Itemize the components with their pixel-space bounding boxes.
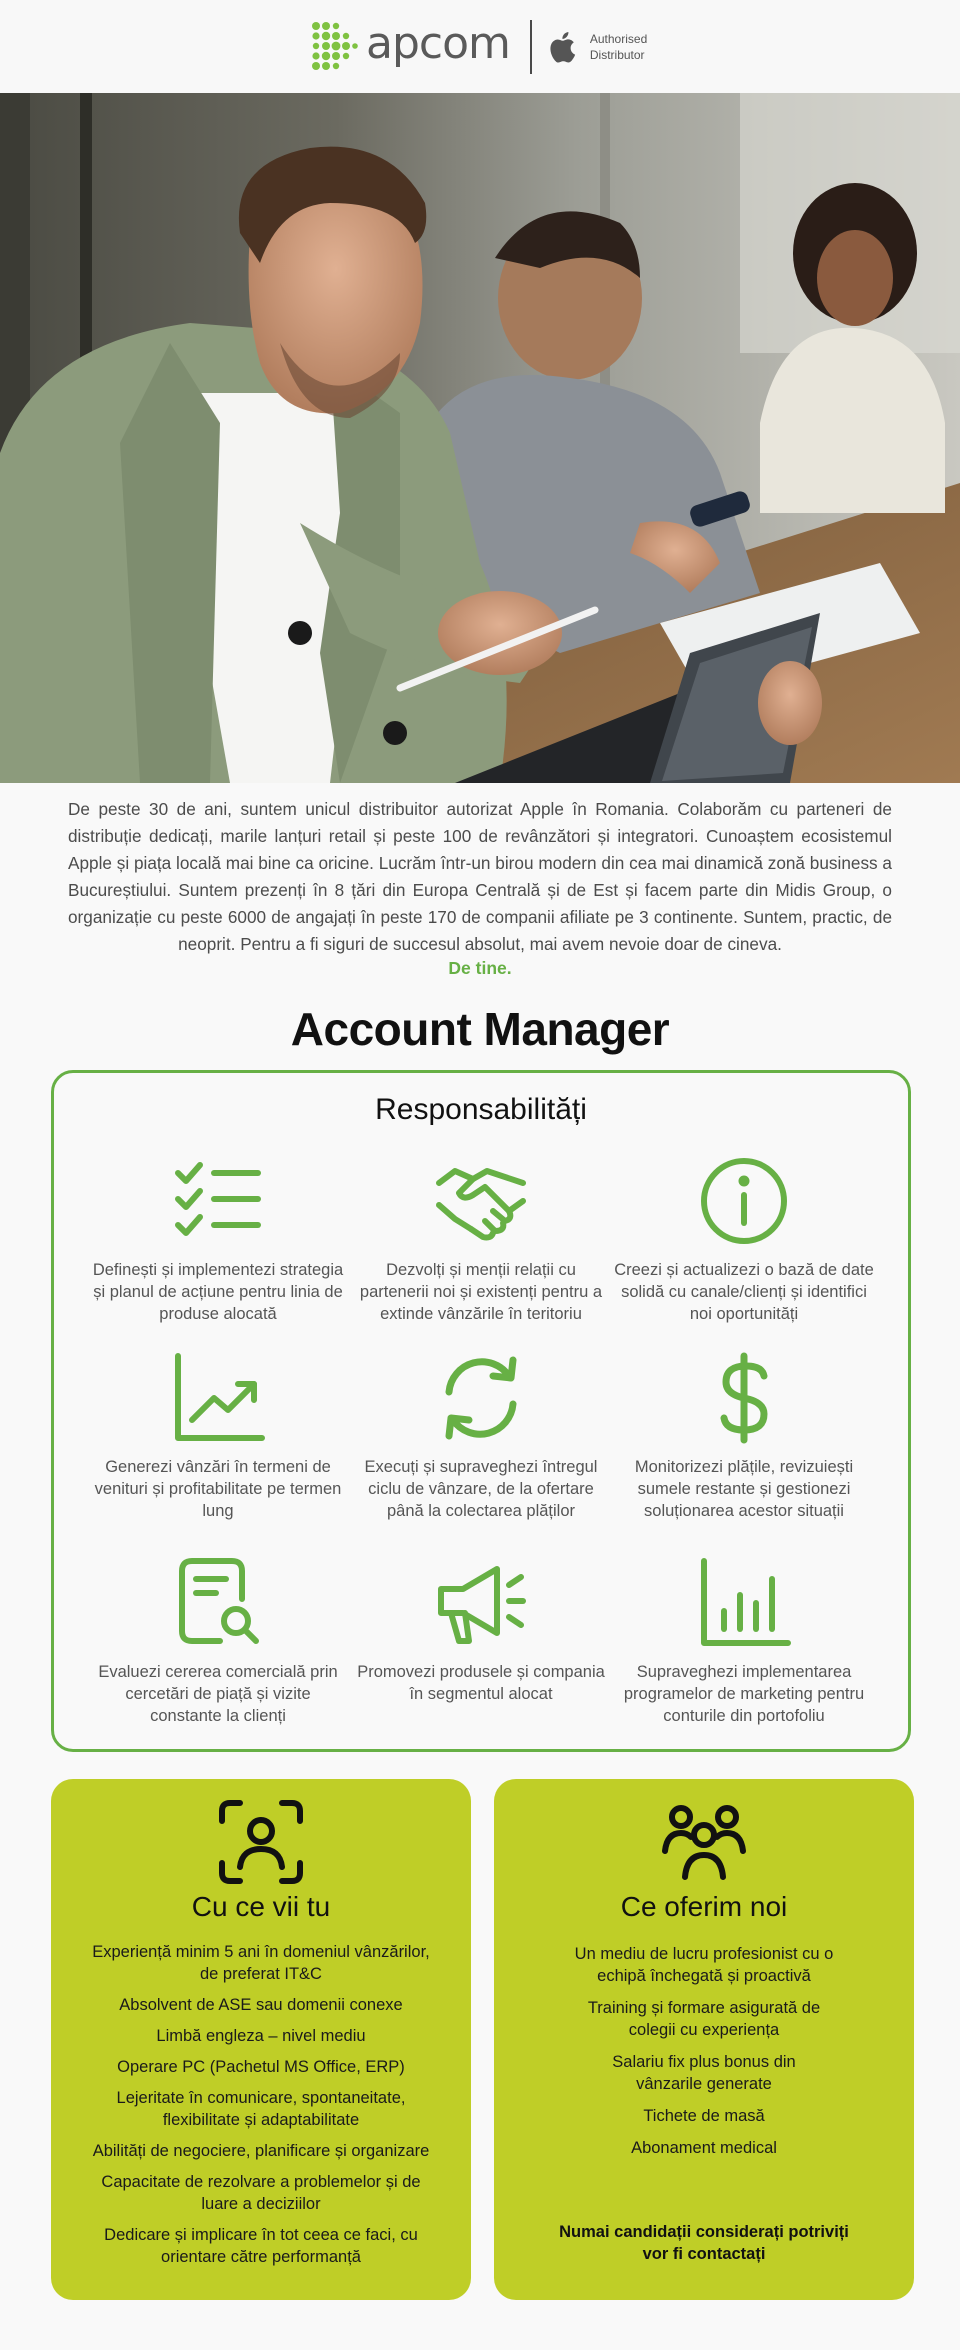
offer-card (494, 1779, 914, 2300)
responsibility-item (88, 1350, 348, 1522)
requirement-item: Operare PC (Pachetul MS Office, ERP) (117, 2058, 405, 2076)
requirement-item: Experiență minim 5 ani în domeniul vânzărilor, de preferat IT&C (92, 1943, 430, 1983)
apple-icon (548, 30, 576, 64)
requirement-item: Lejeritate în comunicare, spontaneitate, flexibilitate și adaptabilitate (116, 2089, 406, 2129)
requirements-list (81, 1941, 441, 2277)
responsibility-text: Execuți și supraveghezi întregul ciclu de vânzare, de la ofertare până la colectarea plăților (364, 1458, 598, 1520)
company-intro-paragraph: De peste 30 de ani, suntem unicul distribuitor autorizat Apple în Romania. Colaborăm cu parteneri de distribuție dedicați, marile lanțuri retail și peste 100 de revânzători și integratori. Cunoaștem ecosistemul Apple și piața locală mai bine ca oricine. Lucrăm într-un birou modern din cea mai dinamică zonă business a Bucureștiului. Suntem prezenți în 8 țări din Europa Centrală și de Est și facem parte din Midis Group, o organizație cu peste 6000 de angajați în peste 170 de companii afiliate pe 3 continente. Suntem, practic, de neoprit. Pentru a fi siguri de succesul absolut, mai avem nevoie doar de cineva. (68, 799, 892, 954)
responsibility-item (88, 1555, 348, 1727)
responsibility-text: Evaluezi cererea comercială prin cercetări de piață și vizite constante la clienți (98, 1663, 338, 1725)
responsibility-text: Promovezi produsele și compania în segmentul alocat (357, 1663, 605, 1703)
offer-item: Abonament medical (631, 2139, 777, 2157)
requirement-item: Limbă engleza – nivel mediu (156, 2027, 366, 2045)
hero-photo (0, 93, 960, 783)
header (0, 0, 960, 93)
responsibility-item (351, 1350, 611, 1522)
contact-note: Numai candidații considerați potriviți vor fi contactați (559, 2223, 849, 2263)
responsibility-text: Dezvolți și menții relații cu partenerii noi și existenți pentru a extinde vânzările în teritoriu (359, 1261, 603, 1323)
requirement-item: Dedicare și implicare în tot ceea ce faci, cu orientare către performanță (104, 2226, 418, 2266)
responsibility-item (614, 1153, 874, 1325)
authorised-distributor-label: Authorised Distributor (589, 32, 648, 62)
handshake-icon (433, 1153, 529, 1249)
dollar-icon (696, 1350, 792, 1446)
offer-list (554, 1943, 854, 2169)
responsibility-text: Definești și implementezi strategia și planul de acțiune pentru linia de produse alocată (92, 1261, 344, 1323)
offer-item: Un mediu de lucru profesionist cu o echipă închegată și proactivă (574, 1945, 834, 1985)
responsibility-item (614, 1350, 874, 1522)
intro-highlight: De tine. (448, 958, 512, 978)
apcom-dots-icon (310, 20, 358, 74)
bar-chart-icon (696, 1555, 792, 1651)
responsibility-item (88, 1153, 348, 1325)
trend-chart-icon (170, 1350, 266, 1446)
refresh-cycle-icon (433, 1350, 529, 1446)
responsibility-item (351, 1555, 611, 1705)
requirement-item: Absolvent de ASE sau domenii conexe (119, 1996, 403, 2014)
responsibility-text: Supraveghezi implementarea programelor de marketing pentru conturile din portofoliu (623, 1663, 865, 1725)
job-title: Account Manager (290, 1003, 670, 1055)
responsibilities-title: Responsabilități (375, 1093, 587, 1126)
requirements-card (51, 1779, 471, 2300)
offer-item: Training și formare asigurată de colegii cu experiența (587, 1999, 821, 2039)
document-search-icon (170, 1555, 266, 1651)
requirement-item: Abilități de negociere, planificare și organizare (92, 2142, 430, 2160)
responsibility-item (614, 1555, 874, 1727)
responsibility-text: Monitorizezi plățile, revizuiești sumele restante și gestionezi soluționarea acestor situații (634, 1458, 854, 1520)
info-icon (696, 1153, 792, 1249)
responsibility-text: Creezi și actualizezi o bază de date solidă cu canale/clienți și identifici noi oportunități (614, 1261, 874, 1323)
offer-item: Tichete de masă (643, 2107, 765, 2125)
megaphone-icon (433, 1555, 529, 1651)
requirement-item: Capacitate de rezolvare a problemelor și de luare a deciziilor (101, 2173, 421, 2213)
team-icon (659, 1797, 749, 1887)
responsibility-text: Generezi vânzări în termeni de venituri și profitabilitate pe termen lung (94, 1458, 342, 1520)
person-scan-icon (216, 1797, 306, 1887)
apcom-logo[interactable] (310, 18, 647, 76)
checklist-icon (170, 1153, 266, 1249)
offer-title: Ce oferim noi (620, 1891, 788, 1922)
brand-name: apcom (366, 18, 510, 69)
responsibility-item (351, 1153, 611, 1325)
logo-divider (530, 20, 532, 74)
responsibilities-section (51, 1070, 911, 1752)
offer-item: Salariu fix plus bonus din vânzarile generate (612, 2053, 796, 2093)
requirements-title: Cu ce vii tu (191, 1891, 331, 1922)
